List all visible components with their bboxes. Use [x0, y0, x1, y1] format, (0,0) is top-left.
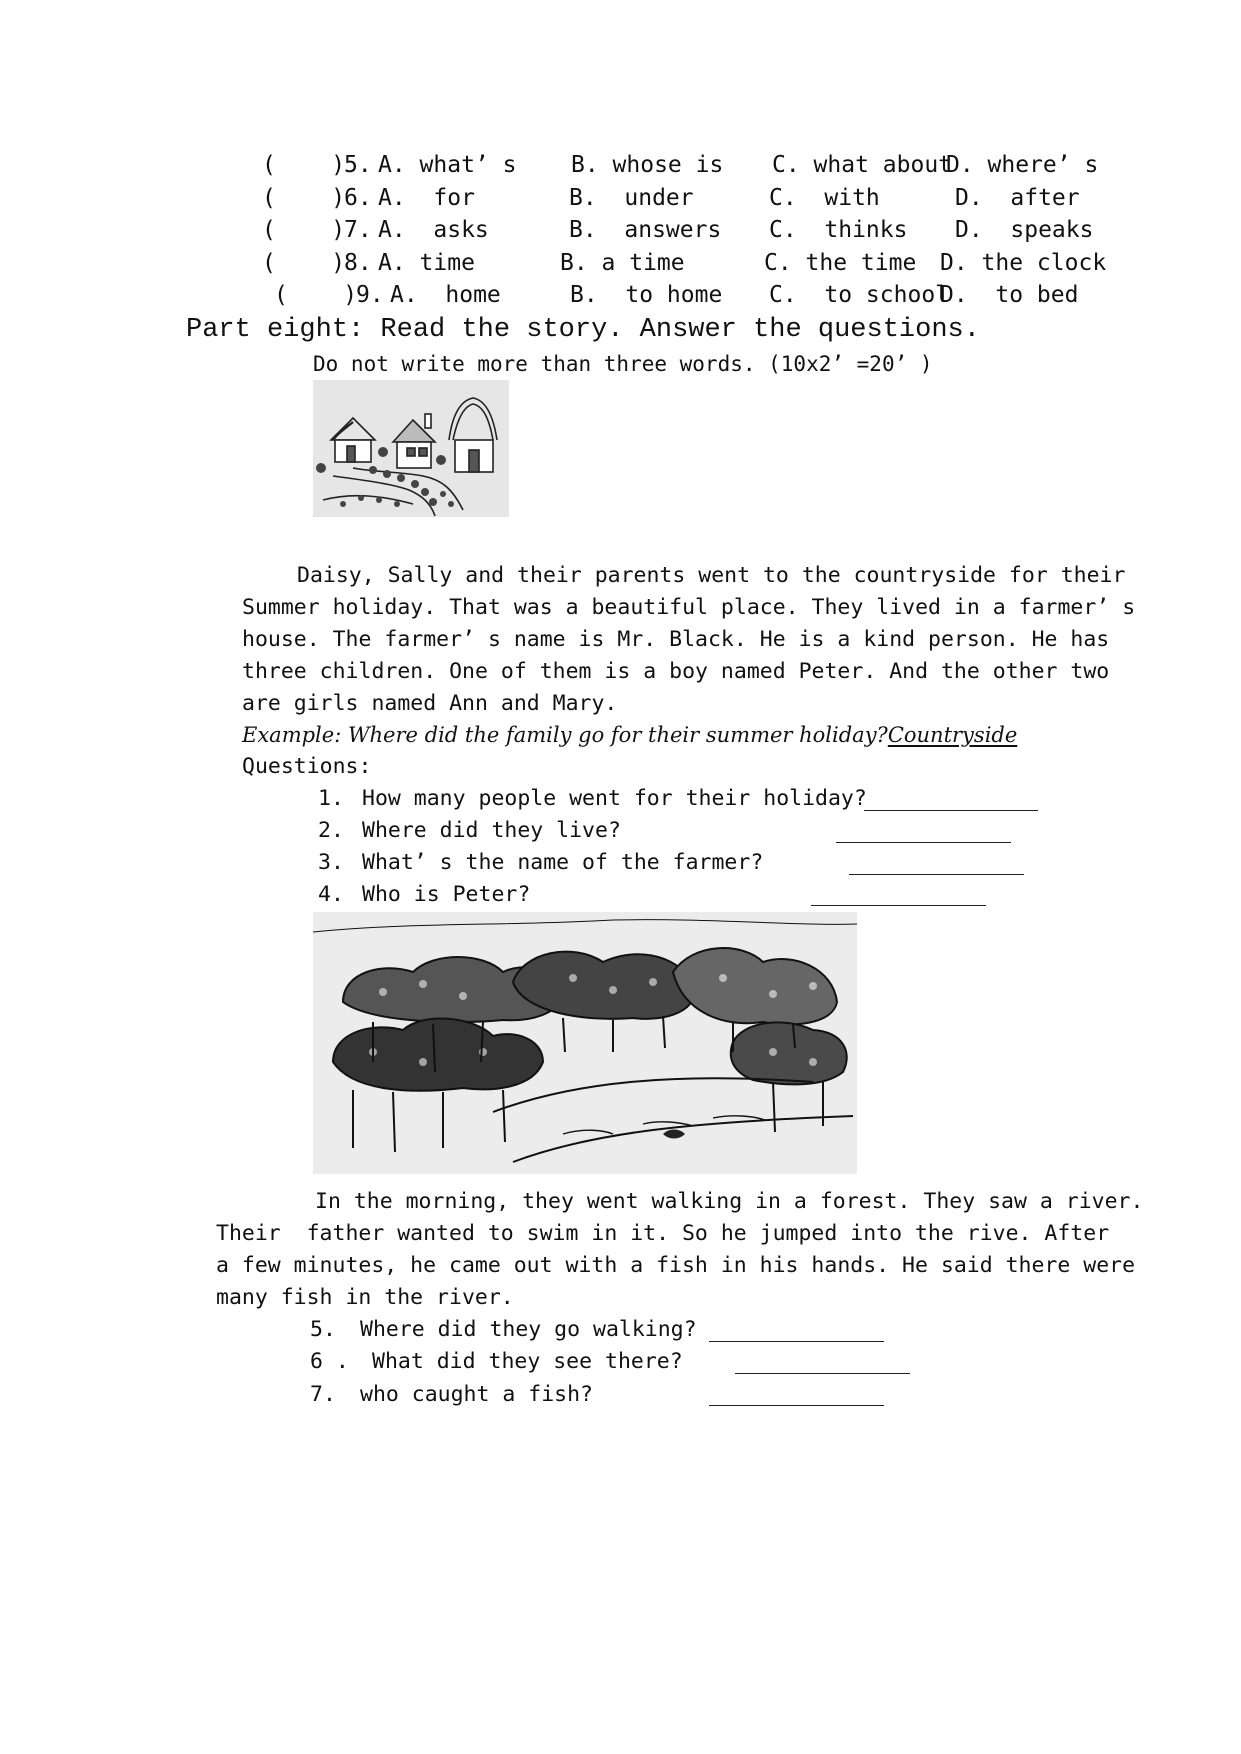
- option-c: C. with: [769, 185, 880, 211]
- questions-label: Questions:: [242, 754, 372, 779]
- question-number: 3.: [318, 850, 344, 875]
- passage-line: many fish in the river.: [216, 1285, 514, 1310]
- question-number: 5.: [310, 1317, 336, 1342]
- option-a: A. time: [378, 250, 475, 276]
- choice-number: 8.: [344, 250, 372, 276]
- option-b: B. answers: [569, 217, 722, 243]
- option-b: B. under: [569, 185, 694, 211]
- answer-blank[interactable]: [709, 1341, 884, 1342]
- question-number: 7.: [310, 1382, 336, 1407]
- option-a: A. what’ s: [378, 152, 517, 178]
- forest-river-illustration: [313, 912, 857, 1174]
- question-text: What’ s the name of the farmer?: [362, 850, 764, 875]
- option-b: B. a time: [560, 250, 685, 276]
- example-question: Example: Where did the family go for their summer holiday?: [242, 723, 888, 747]
- question-text: What did they see there?: [372, 1349, 683, 1374]
- answer-blank[interactable]: [735, 1373, 910, 1374]
- answer-blank[interactable]: [836, 842, 1011, 843]
- option-a: A. home: [390, 282, 501, 308]
- section-title: Part eight: Read the story. Answer the questions.: [186, 315, 980, 345]
- option-b: B. whose is: [571, 152, 724, 178]
- answer-blank[interactable]: [864, 810, 1038, 811]
- example-answer: Countryside: [887, 723, 1018, 747]
- passage-line: are girls named Ann and Mary.: [242, 691, 618, 716]
- choice-number: 5.: [344, 152, 372, 178]
- passage-line: three children. One of them is a boy named Peter. And the other two: [242, 659, 1110, 684]
- question-text: Where did they go walking?: [360, 1317, 697, 1342]
- answer-bracket[interactable]: ( ): [274, 282, 358, 308]
- passage-line: In the morning, they went walking in a forest. They saw a river.: [315, 1189, 1144, 1214]
- option-a: A. asks: [378, 217, 489, 243]
- question-number: 4.: [318, 882, 344, 907]
- passage-line: house. The farmer’ s name is Mr. Black. He is a kind person. He has: [242, 627, 1110, 652]
- countryside-houses-illustration: [313, 380, 509, 517]
- question-number: 2.: [318, 818, 344, 843]
- answer-bracket[interactable]: ( ): [262, 185, 346, 211]
- answer-blank[interactable]: [811, 905, 986, 906]
- question-text: Where did they live?: [362, 818, 621, 843]
- option-d: D. after: [955, 185, 1080, 211]
- passage-line: a few minutes, he came out with a fish in his hands. He said there were: [216, 1253, 1136, 1278]
- answer-bracket[interactable]: ( ): [262, 217, 346, 243]
- option-a: A. for: [378, 185, 475, 211]
- passage-line: Daisy, Sally and their parents went to the countryside for their: [297, 563, 1126, 588]
- option-c: C. the time: [764, 250, 917, 276]
- option-c: C. thinks: [769, 217, 908, 243]
- passage-line: Summer holiday. That was a beautiful place. They lived in a farmer’ s: [242, 595, 1136, 620]
- question-text: who caught a fish?: [360, 1382, 593, 1407]
- option-d: D. speaks: [955, 217, 1094, 243]
- choice-number: 7.: [344, 217, 372, 243]
- answer-bracket[interactable]: ( ): [262, 152, 346, 178]
- choice-number: 6.: [344, 185, 372, 211]
- example-line: [242, 723, 1017, 747]
- section-instruction: Do not write more than three words. (10x2’ =20’ ): [313, 352, 933, 376]
- option-d: D. the clock: [940, 250, 1107, 276]
- answer-blank[interactable]: [709, 1405, 884, 1406]
- option-c: C. to school: [769, 282, 950, 308]
- question-number: 6 .: [310, 1349, 349, 1374]
- passage-line: Their father wanted to swim in it. So he jumped into the rive. After: [216, 1221, 1110, 1246]
- option-b: B. to home: [570, 282, 723, 308]
- question-number: 1.: [318, 786, 344, 811]
- option-d: D. where’ s: [946, 152, 1099, 178]
- question-text: Who is Peter?: [362, 882, 531, 907]
- answer-bracket[interactable]: ( ): [262, 250, 346, 276]
- choice-number: 9.: [356, 282, 384, 308]
- option-c: C. what about: [772, 152, 953, 178]
- answer-blank[interactable]: [849, 874, 1024, 875]
- question-text: How many people went for their holiday?: [362, 786, 867, 811]
- option-d: D. to bed: [940, 282, 1079, 308]
